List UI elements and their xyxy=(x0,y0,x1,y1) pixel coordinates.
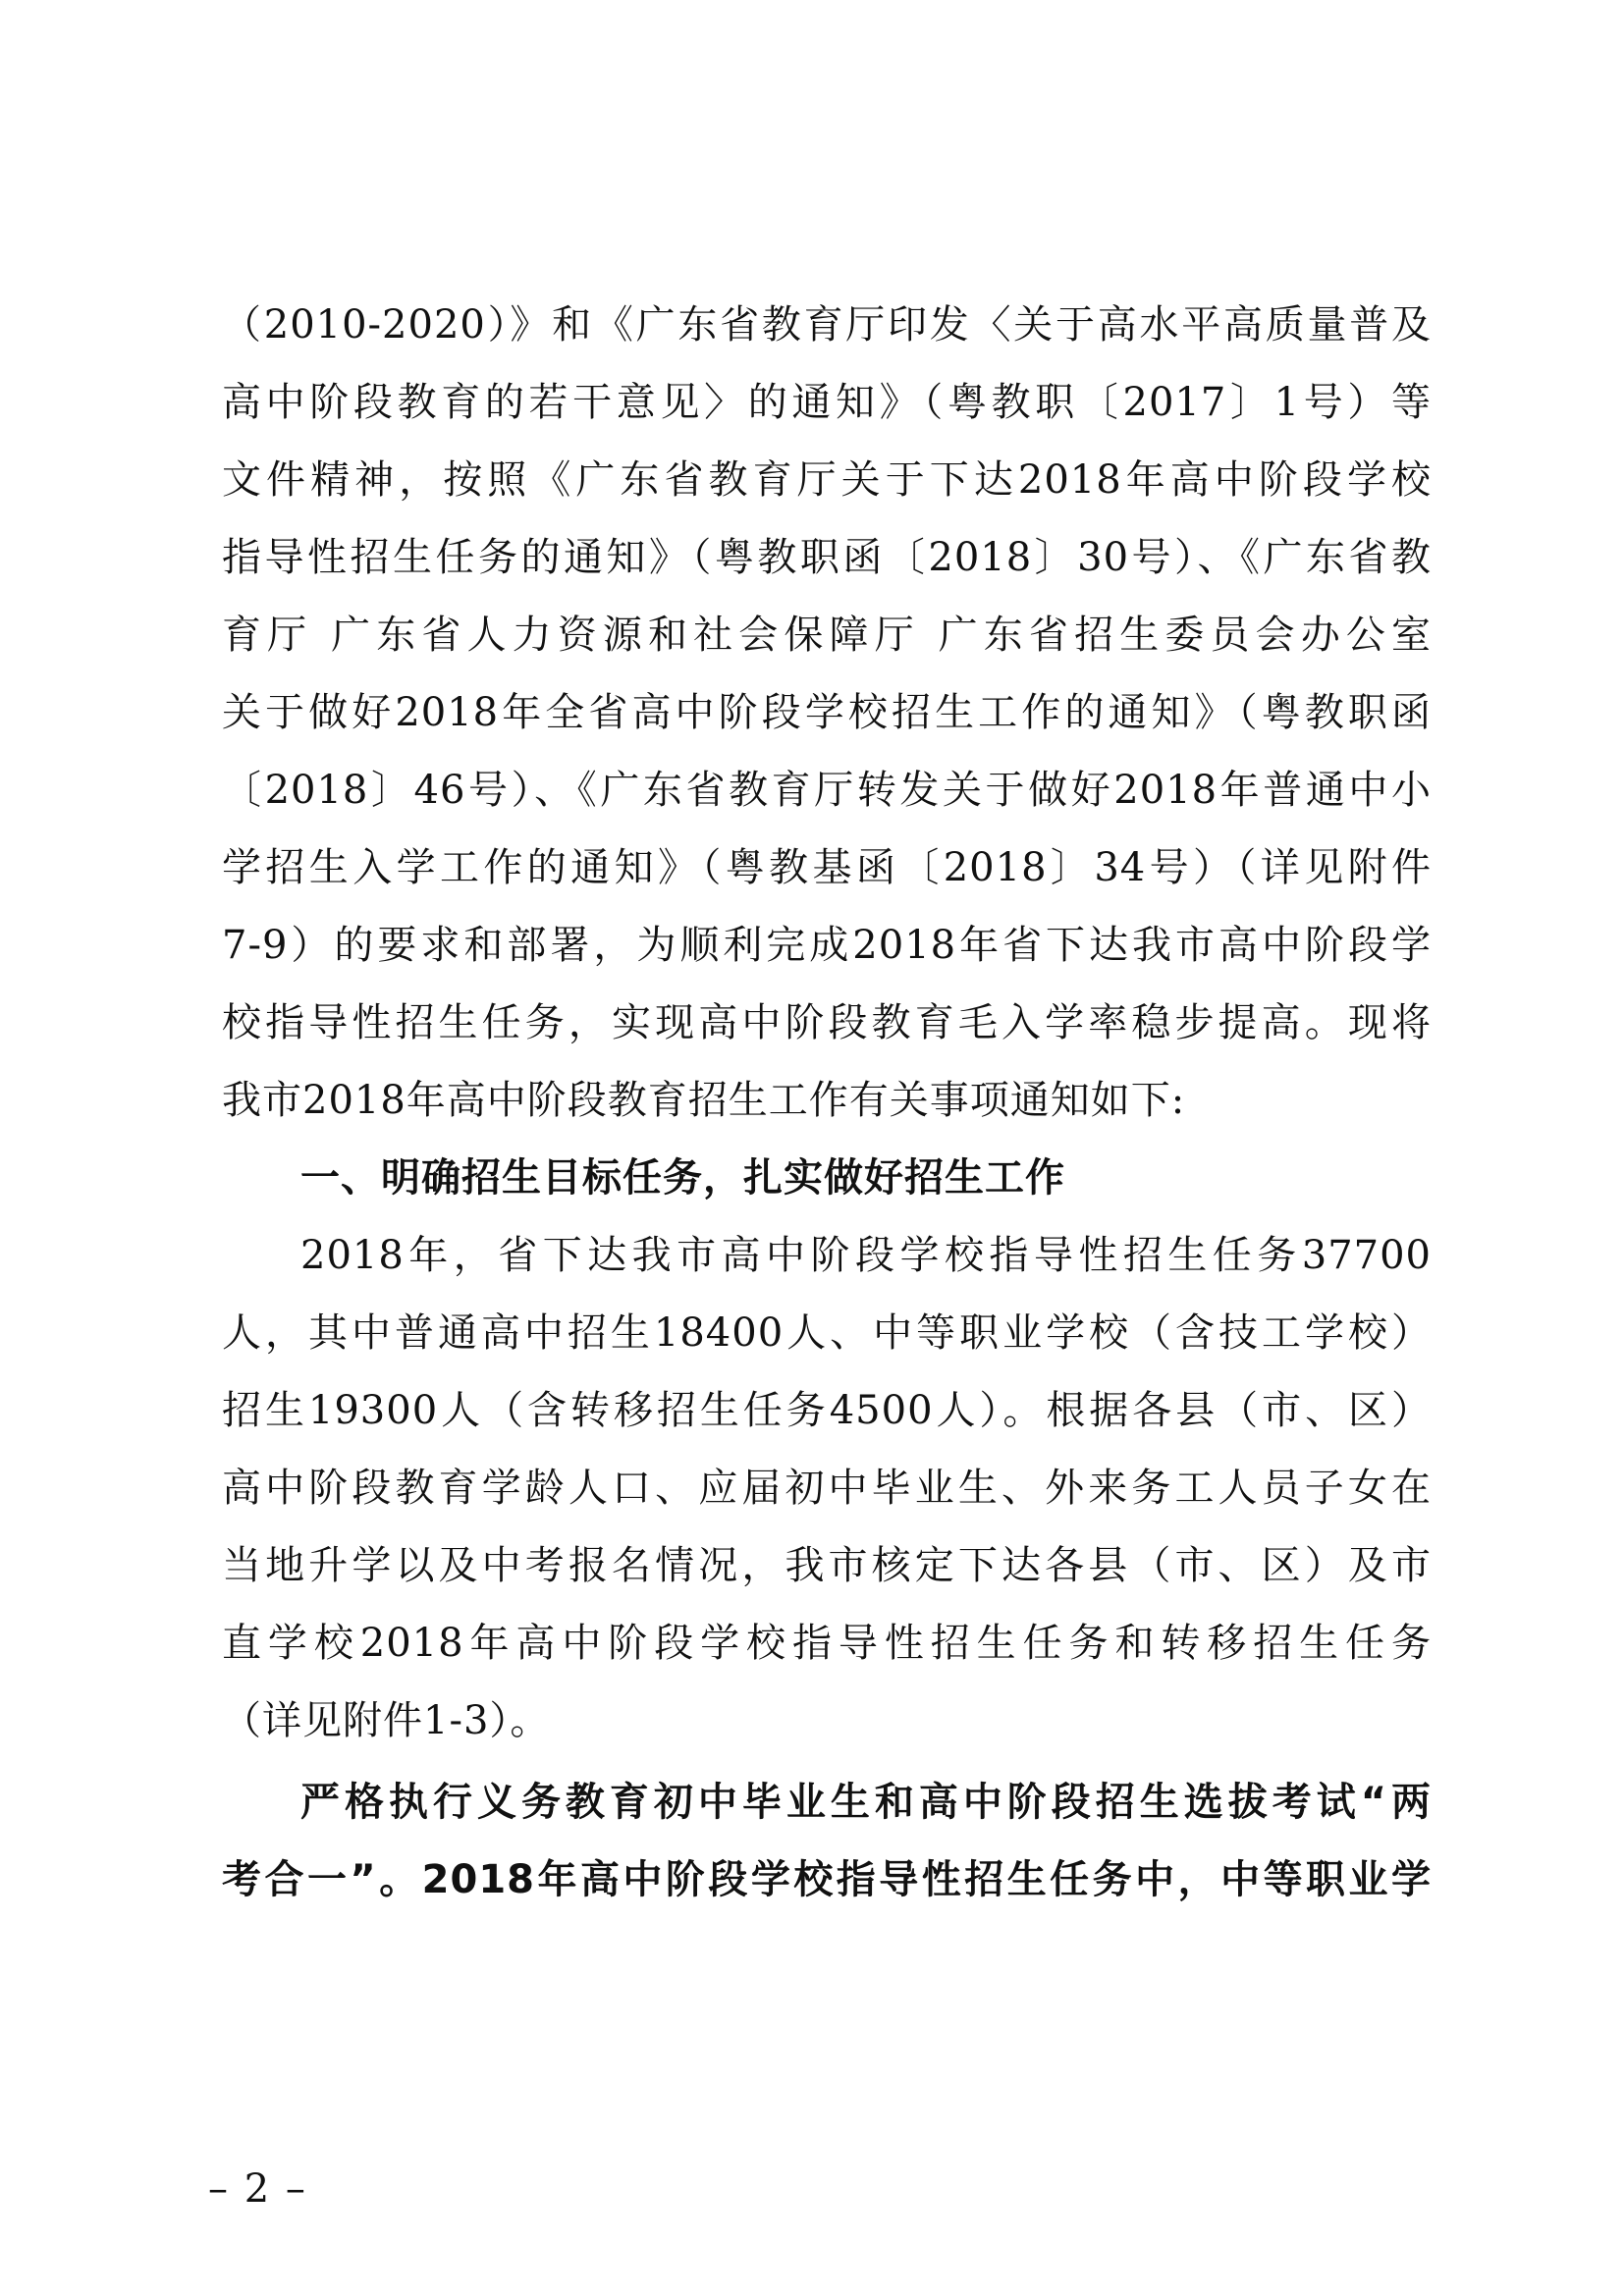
text-line: 我市2018年高中阶段教育招生工作有关事项通知如下: xyxy=(222,1078,1186,1123)
text-line: 高中阶段教育的若干意见〉的通知》（粤教职〔2017〕1号）等 xyxy=(222,380,1432,425)
text-line: 2018年，省下达我市高中阶段学校指导性招生任务37700 xyxy=(300,1233,1432,1278)
text-line: 招生19300人（含转移招生任务4500人）。根据各县（市、区） xyxy=(222,1388,1432,1433)
text-line: 校指导性招生任务，实现高中阶段教育毛入学率稳步提高。现将 xyxy=(222,1000,1432,1045)
text-line: 高中阶段教育学龄人口、应届初中毕业生、外来务工人员子女在 xyxy=(222,1466,1432,1511)
text-line: 学招生入学工作的通知》（粤教基函〔2018〕34号）（详见附件 xyxy=(222,845,1432,890)
text-line: （详见附件1-3）。 xyxy=(222,1698,551,1743)
bold-text-line: 考合一”。2018年高中阶段学校指导性招生任务中，中等职业学 xyxy=(222,1857,1432,1902)
section-heading: 一、明确招生目标任务，扎实做好招生工作 xyxy=(300,1155,1065,1201)
text-line: 7-9）的要求和部署，为顺利完成2018年省下达我市高中阶段学 xyxy=(222,923,1432,968)
bold-text-line: 严格执行义务教育初中毕业生和高中阶段招生选拔考试“两 xyxy=(300,1780,1432,1825)
text-line: 育厅 广东省人力资源和社会保障厅 广东省招生委员会办公室 xyxy=(222,613,1432,658)
text-line: （2010-2020）》和《广东省教育厅印发〈关于高水平高质量普及 xyxy=(222,302,1432,347)
text-line: 指导性招生任务的通知》（粤教职函〔2018〕30号）、《广东省教 xyxy=(222,535,1432,580)
text-line: 当地升学以及中考报名情况，我市核定下达各县（市、区）及市 xyxy=(222,1543,1432,1588)
text-line: 关于做好2018年全省高中阶段学校招生工作的通知》（粤教职函 xyxy=(222,690,1432,735)
text-line: 文件精神，按照《广东省教育厅关于下达2018年高中阶段学校 xyxy=(222,457,1432,503)
text-line: 人，其中普通高中招生18400人、中等职业学校（含技工学校） xyxy=(222,1310,1432,1356)
text-line: 直学校2018年高中阶段学校指导性招生任务和转移招生任务 xyxy=(222,1621,1432,1666)
page-number: – 2 – xyxy=(208,2166,307,2212)
text-line: 〔2018〕46号）、《广东省教育厅转发关于做好2018年普通中小 xyxy=(222,768,1432,813)
